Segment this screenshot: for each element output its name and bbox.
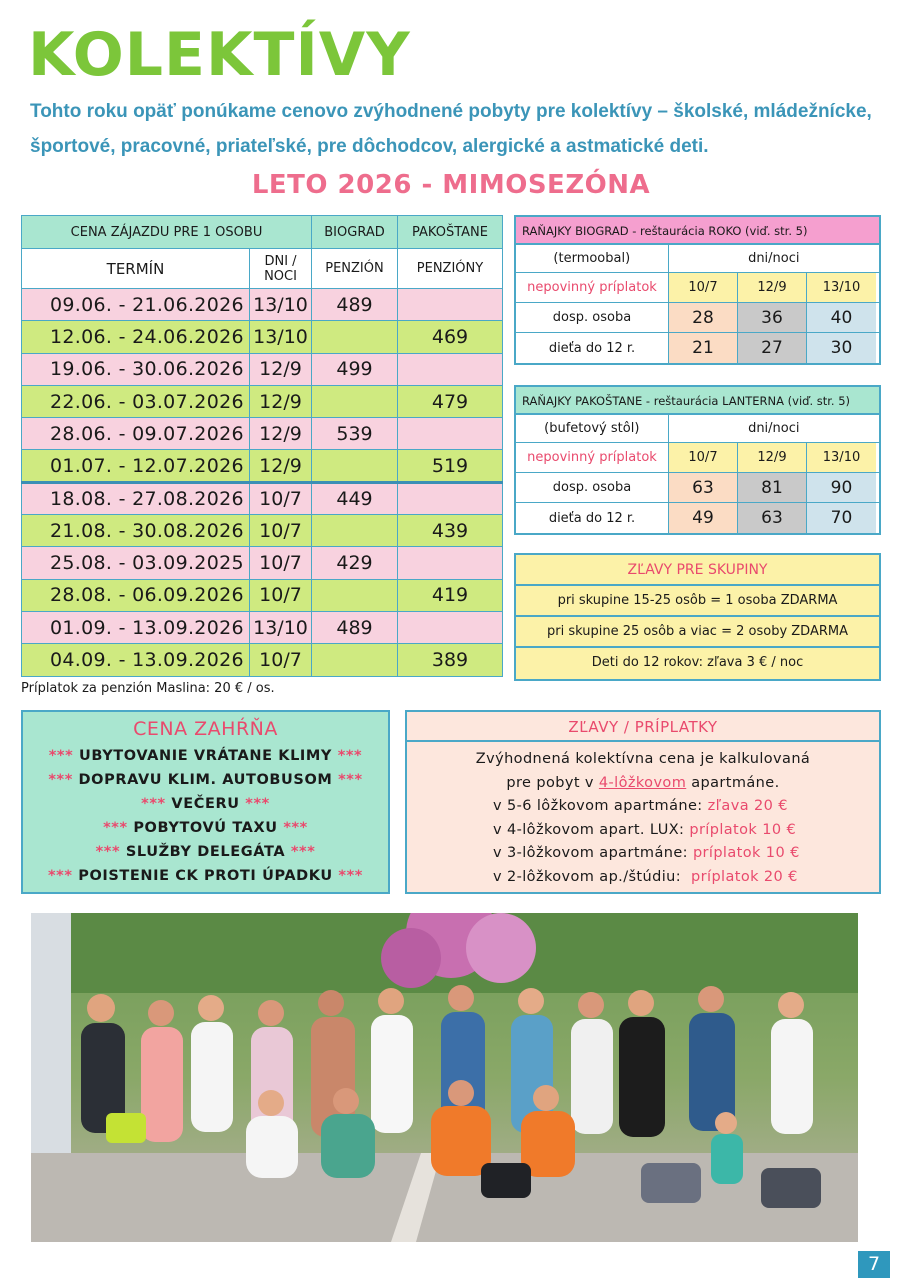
biograd-price-cell: 449: [312, 482, 398, 514]
text-fragment: pre pobyt v: [506, 774, 599, 791]
adult-price: 36: [738, 303, 807, 332]
biograd-price-cell: 489: [312, 611, 398, 643]
included-item-text: VEČERU: [171, 796, 240, 812]
breakfast-type: (termoobal): [516, 245, 669, 272]
dni-noci-cell: 13/10: [250, 289, 312, 321]
child-price: 63: [738, 503, 807, 533]
group-discounts-title: ZĽAVY PRE SKUPINY: [516, 555, 879, 586]
price-includes-title: CENA ZAHŔŇA: [133, 718, 278, 740]
col-12-9: 12/9: [738, 273, 807, 302]
stars-left: ***: [141, 796, 166, 812]
stars-right: ***: [245, 796, 270, 812]
termin-header: TERMÍN: [22, 249, 250, 289]
dni-noci-cell: 12/9: [250, 450, 312, 482]
discount-item: [407, 819, 879, 843]
breakfast-biograd-subheader: [516, 245, 879, 273]
dni-noci-cell: 13/10: [250, 611, 312, 643]
price-row: [22, 515, 503, 547]
breakfast-biograd-columns: [516, 273, 879, 303]
pakostane-price-cell: 479: [398, 385, 503, 417]
included-item: [23, 792, 388, 816]
group-discount-line: Deti do 12 rokov: zľava 3 € / noc: [591, 655, 804, 670]
group-discount-line: pri skupine 25 osôb a viac = 2 osoby ZDARMA: [516, 617, 879, 648]
termin-cell: 04.09. - 13.09.2026: [22, 644, 250, 676]
stars-right: ***: [338, 772, 363, 788]
group-discount-line: pri skupine 15-25 osôb = 1 osoba ZDARMA: [516, 586, 879, 617]
stars-left: ***: [48, 748, 74, 764]
pakostane-price-cell: [398, 611, 503, 643]
biograd-price-cell: [312, 321, 398, 353]
child-price: 49: [669, 503, 738, 533]
price-row: [22, 579, 503, 611]
price-table-subheader: [22, 249, 503, 289]
group-photo: [31, 913, 858, 1242]
dni-noci-cell: 13/10: [250, 321, 312, 353]
included-item-text: POISTENIE CK PROTI ÚPADKU: [78, 868, 333, 884]
adult-price: 40: [807, 303, 876, 332]
pakostane-price-cell: 469: [398, 321, 503, 353]
price-table-header: [22, 216, 503, 249]
dni-noci-cell: 10/7: [250, 579, 312, 611]
pakostane-price-cell: 419: [398, 579, 503, 611]
adult-price: 63: [669, 473, 738, 502]
discount-intro-line-2: [407, 772, 879, 796]
breakfast-biograd-table: [514, 215, 881, 365]
pakostane-price-cell: 519: [398, 450, 503, 482]
dni-noci-label: dni/noci: [748, 421, 800, 436]
price-row: [22, 611, 503, 643]
biograd-header: BIOGRAD: [312, 216, 398, 249]
included-item: [23, 864, 388, 888]
stars-left: ***: [95, 844, 121, 860]
col-10-7: 10/7: [669, 273, 738, 302]
discount-item-text: v 3-lôžkovom apartmáne:: [493, 845, 693, 861]
included-item: [23, 768, 388, 792]
price-row: [22, 385, 503, 417]
child-price: 30: [807, 333, 876, 363]
highlight-4-bed: 4-lôžkovom: [598, 774, 687, 791]
pakostane-price-cell: [398, 547, 503, 579]
col-10-7: 10/7: [669, 443, 738, 472]
stars-right: ***: [338, 868, 363, 884]
included-item-text: SLUŽBY DELEGÁTA: [125, 844, 286, 860]
discounts-surcharges-title: ZĽAVY / PRÍPLATKY: [407, 712, 879, 742]
dni-noci-cell: 10/7: [250, 482, 312, 514]
biograd-price-cell: [312, 385, 398, 417]
price-row: [22, 289, 503, 321]
adult-price: 90: [807, 473, 876, 502]
season-title: LETO 2026 - MIMOSEZÓNA: [251, 170, 651, 200]
included-item-text: UBYTOVANIE VRÁTANE KLIMY: [78, 748, 333, 764]
included-item-text: POBYTOVÚ TAXU: [133, 820, 278, 836]
col-13-10: 13/10: [807, 443, 876, 472]
price-row: [22, 644, 503, 676]
discount-items: [407, 795, 879, 889]
termin-cell: 01.09. - 13.09.2026: [22, 611, 250, 643]
dni-noci-cell: 12/9: [250, 385, 312, 417]
price-table: [21, 215, 503, 677]
price-label-header: CENA ZÁJAZDU PRE 1 OSOBU: [22, 216, 312, 249]
termin-cell: 18.08. - 27.08.2026: [22, 482, 250, 514]
optional-label: nepovinný príplatok: [516, 443, 669, 472]
termin-cell: 12.06. - 24.06.2026: [22, 321, 250, 353]
text-fragment: apartmáne.: [686, 774, 780, 791]
termin-cell: 19.06. - 30.06.2026: [22, 353, 250, 385]
breakfast-pakostane-columns: [516, 443, 879, 473]
dni-noci-cell: 10/7: [250, 644, 312, 676]
price-note: Príplatok za penzión Maslina: 20 € / os.: [21, 681, 275, 696]
page-number: 7: [858, 1251, 890, 1278]
breakfast-pakostane-subheader: [516, 415, 879, 443]
breakfast-pakostane-child-row: [516, 503, 879, 533]
discounts-surcharges-body: [407, 742, 879, 889]
termin-cell: 25.08. - 03.09.2025: [22, 547, 250, 579]
breakfast-pakostane-table: [514, 385, 881, 535]
termin-cell: 22.06. - 03.07.2026: [22, 385, 250, 417]
price-row: [22, 321, 503, 353]
adult-price: 28: [669, 303, 738, 332]
breakfast-type: (bufetový stôl): [516, 415, 669, 442]
col-13-10: 13/10: [807, 273, 876, 302]
biograd-price-cell: 429: [312, 547, 398, 579]
pakostane-price-cell: [398, 289, 503, 321]
price-row: [22, 450, 503, 482]
adult-label: dosp. osoba: [516, 473, 669, 502]
child-price: 27: [738, 333, 807, 363]
dni-noci-cell: 10/7: [250, 547, 312, 579]
price-row: [22, 482, 503, 514]
stars-right: ***: [337, 748, 363, 764]
discount-intro-line: Zvýhodnená kolektívna cena je kalkulovaná: [475, 751, 811, 767]
price-includes-list: [23, 744, 388, 888]
dni-noci-cell: 12/9: [250, 353, 312, 385]
discount-item: [407, 866, 879, 890]
price-row: [22, 547, 503, 579]
price-row: [22, 353, 503, 385]
biograd-price-cell: 489: [312, 289, 398, 321]
included-item: [23, 816, 388, 840]
discount-item-text: v 5-6 lôžkovom apartmáne:: [493, 798, 708, 814]
penzion-header: PENZIÓN: [312, 249, 398, 289]
biograd-price-cell: [312, 644, 398, 676]
breakfast-biograd-title: RAŇAJKY BIOGRAD - reštaurácia ROKO (viď. str. 5): [516, 217, 879, 245]
dni-noci-header: [250, 249, 312, 289]
termin-cell: 28.06. - 09.07.2026: [22, 418, 250, 450]
intro-line-1: Tohto roku opäť ponúkame cenovo zvýhodnené pobyty pre kolektívy – školské, mládežnícke,: [30, 101, 872, 122]
biograd-price-cell: 499: [312, 353, 398, 385]
pakostane-price-cell: [398, 353, 503, 385]
price-includes-box: [21, 710, 390, 894]
stars-left: ***: [48, 868, 73, 884]
pakostane-price-cell: [398, 418, 503, 450]
discounts-surcharges-box: [405, 710, 881, 894]
price-rows: [22, 289, 503, 677]
col-12-9: 12/9: [738, 443, 807, 472]
child-label: dieťa do 12 r.: [516, 333, 669, 363]
biograd-price-cell: [312, 579, 398, 611]
breakfast-pakostane-adult-row: [516, 473, 879, 503]
stars-left: ***: [48, 772, 73, 788]
discount-item-value: príplatok 10 €: [689, 821, 797, 838]
optional-label: nepovinný príplatok: [516, 273, 669, 302]
child-label: dieťa do 12 r.: [516, 503, 669, 533]
price-row: [22, 418, 503, 450]
stars-left: ***: [103, 820, 128, 836]
discount-item: [407, 842, 879, 866]
discount-item: [407, 795, 879, 819]
pakostane-price-cell: [398, 482, 503, 514]
intro-line-2: športové, pracovné, priateľské, pre dôchodcov, alergické a astmatické deti.: [30, 136, 709, 157]
dni-noci-cell: 10/7: [250, 515, 312, 547]
child-price: 21: [669, 333, 738, 363]
breakfast-biograd-child-row: [516, 333, 879, 363]
discount-item-value: príplatok 10 €: [692, 845, 800, 861]
included-item-text: DOPRAVU KLIM. AUTOBUSOM: [78, 772, 333, 788]
breakfast-biograd-adult-row: [516, 303, 879, 333]
discount-item-text: v 2-lôžkovom ap./štúdiu:: [493, 868, 692, 885]
pakostane-price-cell: 439: [398, 515, 503, 547]
dni-label: DNI /: [264, 253, 297, 269]
termin-cell: 09.06. - 21.06.2026: [22, 289, 250, 321]
discount-item-value: zľava 20 €: [707, 798, 788, 814]
page-title: KOLEKTÍVY: [28, 20, 411, 90]
biograd-price-cell: 539: [312, 418, 398, 450]
penziony-header: PENZIÓNY: [398, 249, 503, 289]
adult-label: dosp. osoba: [516, 303, 669, 332]
termin-cell: 01.07. - 12.07.2026: [22, 450, 250, 482]
adult-price: 81: [738, 473, 807, 502]
noci-label: NOCI: [264, 268, 297, 284]
biograd-price-cell: [312, 515, 398, 547]
pakostane-header: PAKOŠTANE: [398, 216, 503, 249]
biograd-price-cell: [312, 450, 398, 482]
dni-noci-label: dni/noci: [748, 251, 800, 266]
termin-cell: 21.08. - 30.08.2026: [22, 515, 250, 547]
intro-text: [30, 94, 890, 164]
termin-cell: 28.08. - 06.09.2026: [22, 579, 250, 611]
breakfast-pakostane-title: RAŇAJKY PAKOŠTANE - reštaurácia LANTERNA (viď. str. 5): [516, 387, 879, 415]
dni-noci-cell: 12/9: [250, 418, 312, 450]
pakostane-price-cell: 389: [398, 644, 503, 676]
stars-right: ***: [283, 820, 308, 836]
included-item: [23, 840, 388, 864]
group-photo-image: [31, 913, 858, 1242]
discount-item-text: v 4-lôžkovom apart. LUX:: [493, 821, 690, 838]
group-discounts: [514, 553, 881, 681]
included-item: [23, 744, 388, 768]
stars-right: ***: [290, 844, 316, 860]
discount-item-value: príplatok 20 €: [691, 868, 798, 885]
child-price: 70: [807, 503, 876, 533]
